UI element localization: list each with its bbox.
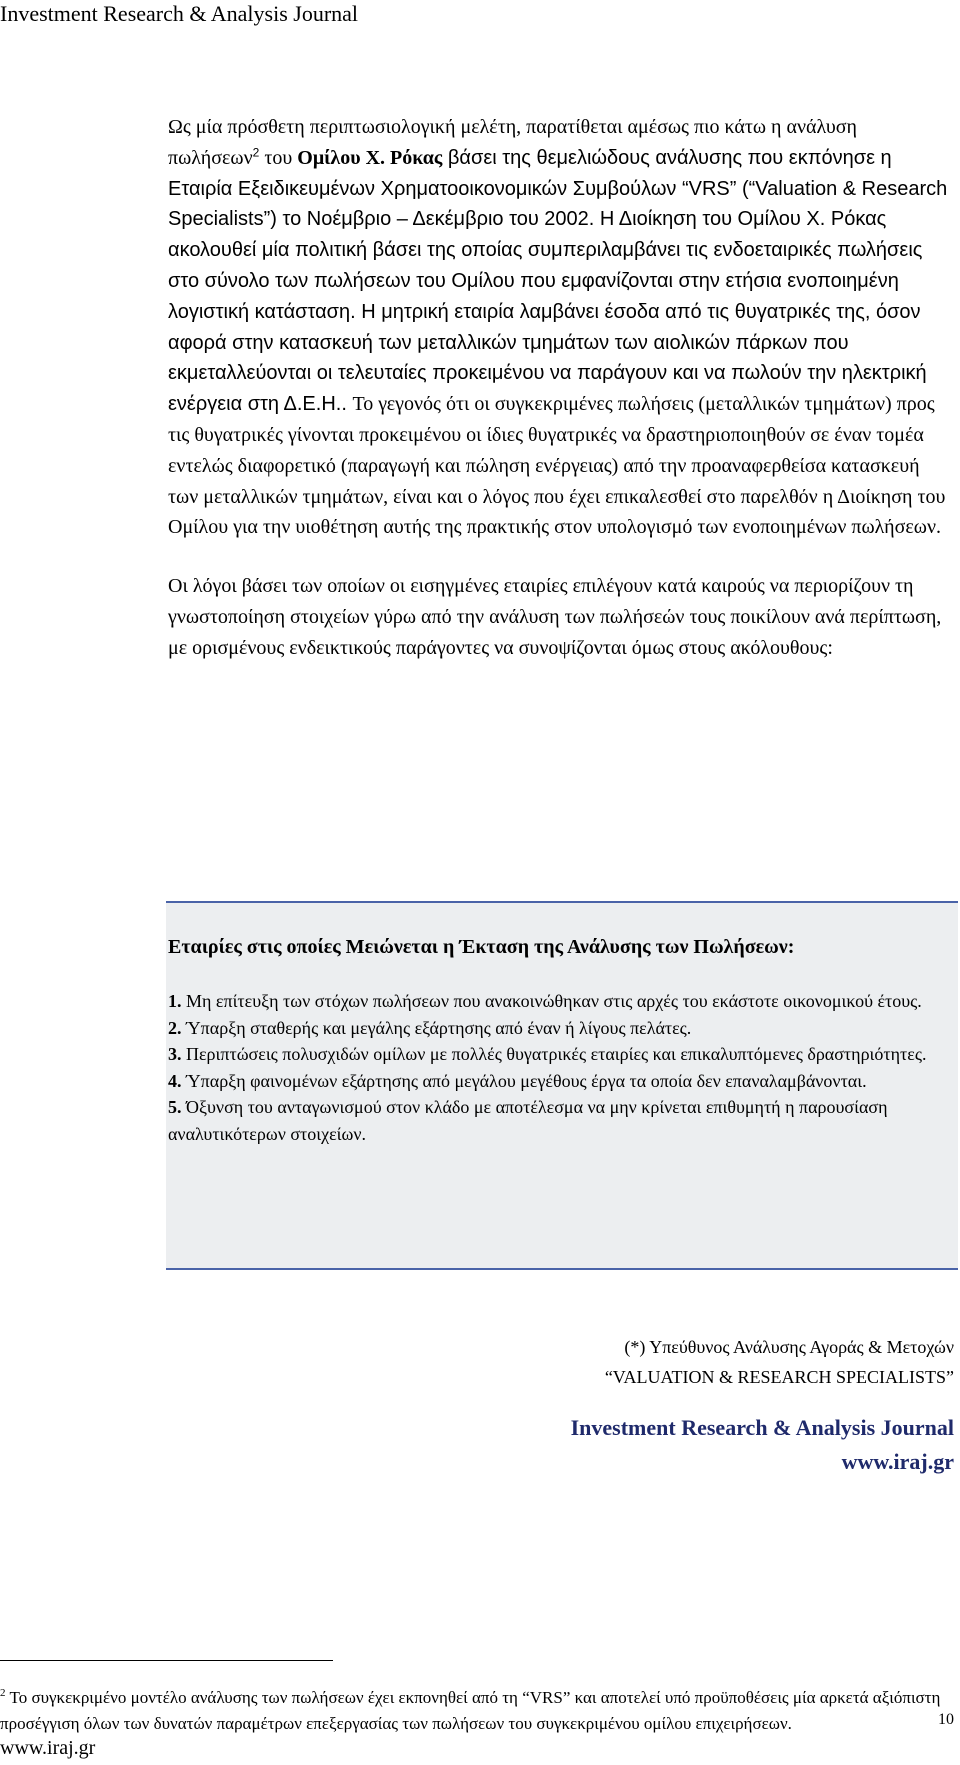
list-item-number: 2. [168,1017,182,1038]
list-item [168,1068,958,1095]
journal-header-title: Investment Research & Analysis Journal [0,1,359,26]
journal-name: Investment Research & Analysis Journal [570,1415,954,1440]
box-list [168,988,958,1147]
list-item-text: Ύπαρξη σταθερής και μεγάλης εξάρτησης από έναν ή λίγους πελάτες. [181,1017,692,1038]
p1-body: βάσει της θεμελιώδους ανάλυσης που εκπόνησε η Εταιρία Εξειδικευμένων Χρηματοοικονομικών Συμβούλων “VRS” (“Valuation & Research Specialists”) το Νοέμβριο – Δεκέμβριο του 2002. Η Διοίκηση του Ομίλου Χ. Ρόκας ακολουθεί μία πολιτική βάσει της οποίας συμπεριλαμβάνει τις ενδοεταιρικές πωλήσεις στο σύνολο των πωλήσεων του Ομίλου που εμφανίζονται στην ετήσια ενοποιημένη λογιστική κατάσταση. Η μητρική εταιρία λαμβάνει έσοδα από τις θυγατρικές της, όσον αφορά στην κατασκευή των μεταλλικών τμημάτων των αιολικών πάρκων που εκμεταλλεύονται οι τελευταίες προκειμένου να παράγουν και να πωλούν την ηλεκτρική ενέργεια στη Δ.Ε.Η.. [168,146,948,416]
page-number: 10 [938,1711,954,1728]
footnote [0,1685,955,1737]
author-role: (*) Υπεύθυνος Ανάλυσης Αγοράς & Μετοχών [624,1337,954,1357]
list-item [168,1015,958,1042]
list-item [168,1094,958,1147]
box-title: Εταιρίες στις οποίες Μειώνεται η Έκταση της Ανάλυσης των Πωλήσεων: [168,936,795,958]
p1-intro: Ως μία πρόσθετη περιπτωσιολογική μελέτη, παρατίθεται αμέσως πιο κάτω η ανάλυση πωλήσεων [168,116,857,169]
author-signature [605,1332,954,1392]
footnote-ref: 2 [252,145,260,160]
list-item-text: Μη επίτευξη των στόχων πωλήσεων που ανακοινώθηκαν στις αρχές του εκάστοτε οικονομικού έτους. [181,991,922,1011]
list-item-number: 5. [168,1097,182,1117]
author-company: “VALUATION & RESEARCH SPECIALISTS” [604,1367,954,1387]
list-item-text: Περιπτώσεις πολυσχιδών ομίλων με πολλές θυγατρικές εταιρίες και επικαλυπτόμενες δραστηριότητες. [181,1044,927,1064]
list-item-text: Ύπαρξη φαινομένων εξάρτησης από μεγάλου μεγέθους έργα τα οποία δεν επαναλαμβάνονται. [181,1070,867,1091]
list-item [168,1041,958,1068]
footnote-text: Το συγκεκριμένο μοντέλο ανάλυσης των πωλήσεων έχει εκπονηθεί από τη “VRS” και αποτελεί υπό προϋποθέσεις μία αρκετά αξιόπιστη προσέγγιση όλων των δυνατών παραμέτρων επεξεργασίας των πωλήσεων του συγκεκριμένου ομίλου επιχειρήσεων. [0,1688,941,1733]
footer-url-link[interactable]: www.iraj.gr [0,1737,96,1759]
paragraph-case-study [168,112,953,543]
list-item-number: 1. [168,991,182,1011]
list-item [168,988,958,1015]
journal-url-link[interactable]: www.iraj.gr [841,1449,954,1474]
list-item-number: 4. [168,1070,182,1091]
footnote-number: 2 [0,1687,6,1700]
p1-company-name: Ομίλου Χ. Ρόκας [297,146,443,169]
list-item-number: 3. [168,1044,182,1064]
footnote-divider [0,1660,333,1661]
main-text [168,112,953,664]
list-item-text: Όξυνση του ανταγωνισμού στον κλάδο με αποτέλεσμα να μην κρίνεται επιθυμητή η παρουσίαση αναλυτικότερων στοιχείων. [168,1097,888,1144]
p1-conclusion: Το γεγονός ότι οι συγκεκριμένες πωλήσεις (μεταλλικών τμημάτων) προς τις θυγατρικές γίνονται προκειμένου οι ίδιες θυγατρικές να δραστηριοποιηθούν σε έναν τομέα εντελώς διαφορετικό (παραγωγή και πώληση ενέργειας) από την προαναφερθείσα κατασκευή των μεταλλικών τμημάτων, είναι και ο λόγος που έχει επικαλεσθεί στο παρελθόν η Διοίκηση του Ομίλου για την υιοθέτηση αυτής της πρακτικής στον υπολογισμό των ενοποιημένων πωλήσεων. [168,393,946,539]
p1-connector: του [259,146,298,169]
paragraph-reasons: Οι λόγοι βάσει των οποίων οι εισηγμένες εταιρίες επιλέγουν κατά καιρούς να περιορίζουν τη γνωστοποίηση στοιχείων γύρω από την ανάλυση των πωλήσεών τους ποικίλουν ανά περίπτωση, με ορισμένους ενδεικτικούς παράγοντες να συνοψίζονται όμως στους ακόλουθους: [168,575,942,659]
